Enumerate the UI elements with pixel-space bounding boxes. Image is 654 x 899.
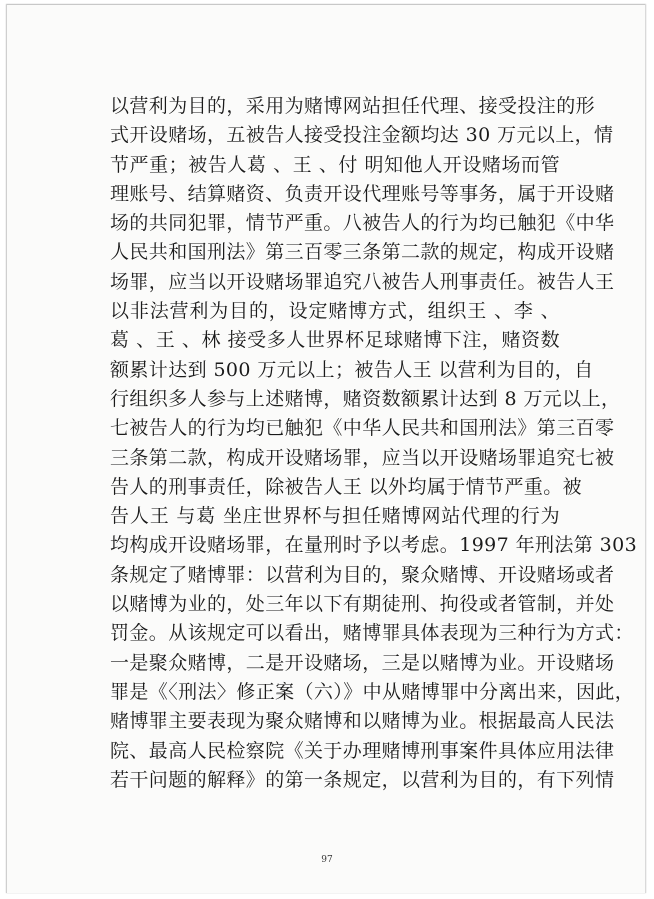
- text-line: 式开设赌场，五被告人接受投注金额均达 30 万元以上，情: [110, 124, 614, 147]
- text-line: 一是聚众赌博，二是开设赌场，三是以赌博为业。开设赌场: [110, 651, 615, 674]
- body-text: [110, 92, 638, 795]
- text-line: 若干问题的解释》的第一条规定，以营利为目的，有下列情: [110, 768, 615, 791]
- page-edge-left: [6, 4, 7, 893]
- page-edge-right: [645, 4, 646, 893]
- text-line: 以非法营利为目的，设定赌博方式，组织王 、李 、: [110, 300, 560, 323]
- text-line: 葛 、王 、林 接受多人世界杯足球赌博下注，赌资数: [110, 329, 560, 352]
- text-line: 告人的刑事责任，除被告人王 以外均属于情节严重。被: [110, 475, 583, 498]
- text-line: 理账号、结算赌资、负责开设代理账号等事务，属于开设赌: [110, 182, 615, 205]
- text-line: 额累计达到 500 万元以上；被告人王 以营利为目的，自: [110, 358, 594, 381]
- text-line: 行组织多人参与上述赌博，赌资数额累计达到 8 万元以上，: [110, 387, 621, 410]
- text-line: 均构成开设赌场罪，在量刑时予以考虑。1997 年刑法第 303: [110, 534, 638, 557]
- text-line: 罚金。从该规定可以看出，赌博罪具体表现为三种行为方式：: [110, 622, 634, 645]
- text-line: 赌博罪主要表现为聚众赌博和以赌博为业。根据最高人民法: [110, 710, 615, 733]
- text-line: 条规定了赌博罪：以营利为目的，聚众赌博、开设赌场或者: [110, 563, 615, 586]
- text-line: 场罪，应当以开设赌场罪追究八被告人刑事责任。被告人王: [110, 270, 615, 293]
- text-line: 以赌博为业的，处三年以下有期徒刑、拘役或者管制，并处: [110, 593, 615, 616]
- text-line: 告人王 与葛 坐庄世界杯与担任赌博网站代理的行为: [110, 505, 560, 528]
- page-number: 97: [321, 855, 333, 865]
- text-line: 院、最高人民检察院《关于办理赌博刑事案件具体应用法律: [110, 739, 615, 762]
- page-edge-top: [6, 4, 646, 5]
- text-line: 七被告人的行为均已触犯《中华人民共和国刑法》第三百零: [110, 417, 615, 440]
- text-line: 三条第二款，构成开设赌场罪，应当以开设赌场罪追究七被: [110, 446, 615, 469]
- text-line: 节严重；被告人葛 、王 、付 明知他人开设赌场而管: [110, 153, 560, 176]
- text-line: 罪是《〈刑法〉修正案（六）》中从赌博罪中分离出来，因此，: [110, 680, 635, 703]
- text-line: 场的共同犯罪，情节严重。八被告人的行为均已触犯《中华: [110, 212, 615, 235]
- text-line: 以营利为目的，采用为赌博网站担任代理、接受投注的形: [110, 95, 596, 117]
- text-line: 人民共和国刑法》第三百零三条第二款的规定，构成开设赌: [110, 241, 615, 264]
